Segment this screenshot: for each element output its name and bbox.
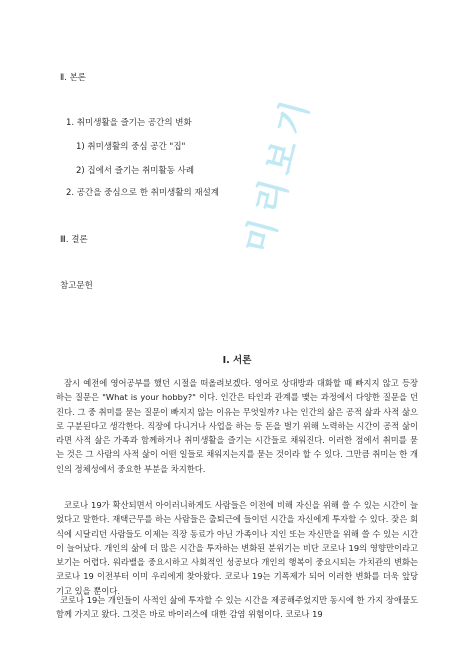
section-heading-introduction: Ⅰ. 서론: [222, 355, 252, 366]
toc-subitem-1: 1) 취미생활의 중심 공간 "집": [76, 142, 186, 152]
body-paragraph-3: 코로나 19는 개인들이 사적인 삶에 투자할 수 있는 시간을 제공해주었지만 동시에 한 가지 장애물도 함께 가지고 왔다. 그것은 바로 바이러스에 대한 감염 위험이다. 코로나 19: [56, 595, 418, 620]
toc-section-2: Ⅱ. 본론: [60, 73, 87, 83]
toc-subitem-2: 2) 집에서 즐기는 취미활동 사례: [76, 166, 195, 176]
body-paragraph-1: 잠시 예전에 영어공부를 했던 시절을 떠올려보겠다. 영어로 상대방과 대화할 때 빠지지 않고 등장하는 질문은 "What is your hobby?" 이다. 인간은 타인과 관계를 맺는 과정에서 다양한 질문을 던진다. 그 중 취미를 묻는 질문이 빠지지 않는 이유는 무엇일까? 나는 인간의 삶은 공적 삶과 사적 삶으로 구분된다고 생각한다. 직장에 다니거나 사업을 하는 등 돈을 벌기 위해 노력하는 시간이 공적 삶이라면 사적 삶은 가족과 함께하거나 취미생활을 즐기는 시간들로 채워진다. 이러한 점에서 취미를 묻는 것은 그 사람의 사적 삶이 어떤 일들로 채워지는지를 묻는 것이라 할 수 있다. 그만큼 취미는 한 개인의 정체성에서 중요한 부분을 차지한다.: [56, 378, 418, 474]
toc-section-3: Ⅲ. 결론: [60, 235, 88, 245]
toc-references: 참고문헌: [60, 281, 93, 291]
toc-item-2: 2. 공간을 중심으로 한 취미생활의 재설계: [66, 188, 219, 198]
toc-item-1: 1. 취미생활을 즐기는 공간의 변화: [66, 118, 192, 128]
body-paragraph-2: 코로나 19가 확산되면서 아이러니하게도 사람들은 이전에 비해 자신을 위해 쓸 수 있는 시간이 늘었다고 말한다. 재택근무를 하는 사람들은 출퇴근에 들이던 시간을 자신에게 투자할 수 있다. 잦은 회식에 시달리던 사람들도 이제는 직장 동료가 아닌 가족이나 지인 또는 자신만을 위해 쓸 수 있는 시간이 늘어났다. 개인의 삶에 더 많은 시간을 투자하는 변화된 분위기는 비단 코로나 19의 영향만이라고 보기는 어렵다. 워라밸을 중요시하고 사회적인 성공보다 개인의 행복이 중요시되는 가치관의 변화는 코로나 19 이전부터 이미 우리에게 찾아왔다. 코로나 19는 기폭제가 되어 이러한 변화를 더욱 앞당기고 있을 뿐이다.: [56, 500, 418, 596]
preview-watermark: 미리보기: [237, 89, 319, 258]
